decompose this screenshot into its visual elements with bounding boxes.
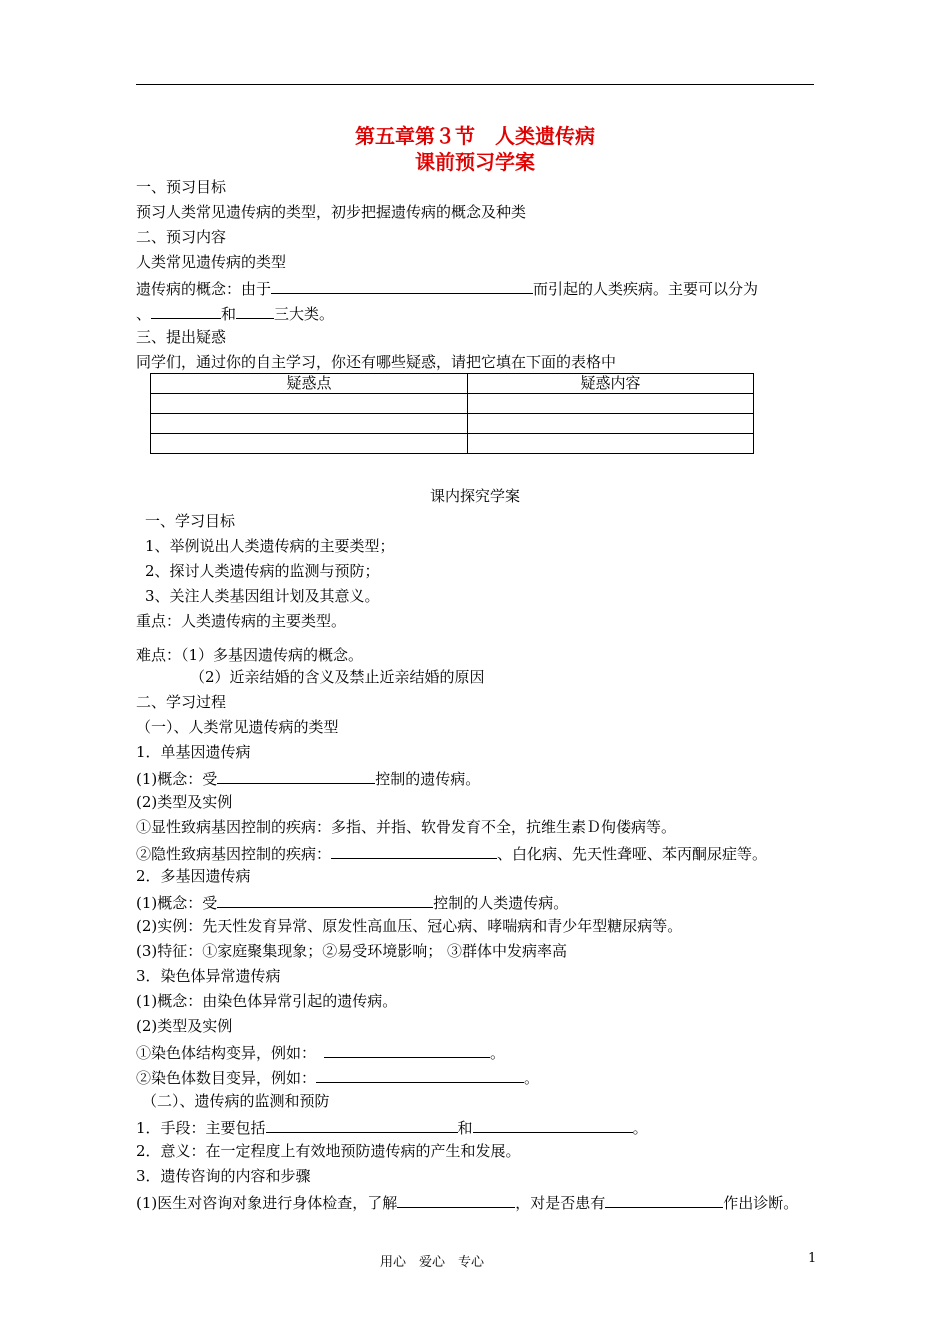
counsel1-mid: ，对是否患有	[515, 1194, 606, 1212]
chrom-num-line	[136, 1066, 539, 1088]
table-row	[151, 434, 754, 454]
header-rule	[136, 84, 814, 85]
difficulty-1: 难点：（1）多基因遗传病的概念。	[136, 646, 364, 664]
doubts-intro: 同学们，通过你的自主学习，你还有哪些疑惑，请把它填在下面的表格中	[136, 353, 617, 371]
single-concept-post: 控制的遗传病。	[375, 770, 481, 788]
table-cell[interactable]	[151, 414, 468, 434]
chrom-struct-line	[136, 1041, 505, 1063]
concept-post: 而引起的人类疾病。主要可以分为	[533, 280, 759, 298]
meaning-line: 2．意义：在一定程度上有效地预防遗传病的产生和发展。	[136, 1142, 521, 1160]
multi-gene-heading: 2．多基因遗传病	[136, 867, 251, 885]
page-number: 1	[808, 1251, 817, 1266]
classes-pre: 、	[136, 305, 152, 323]
preview-goal-text: 预习人类常见遗传病的类型，初步把握遗传病的概念及种类	[136, 203, 527, 221]
single-gene-heading: 1．单基因遗传病	[136, 743, 251, 761]
heading-preview-goal: 一、预习目标	[136, 178, 227, 196]
doubts-table	[150, 373, 754, 454]
recessive-pre: ②隐性致病基因控制的疾病：	[136, 845, 332, 863]
concept-line	[136, 277, 758, 299]
means-blank-2[interactable]	[473, 1116, 633, 1133]
recessive-line	[136, 842, 767, 864]
classes-line	[136, 302, 334, 324]
classes-post: 三大类。	[274, 305, 335, 323]
single-concept-blank[interactable]	[217, 767, 375, 784]
section-1-heading: （一）、人类常见遗传病的类型	[136, 718, 339, 736]
table-cell[interactable]	[151, 394, 468, 414]
multi-concept-post: 控制的人类遗传病。	[433, 894, 569, 912]
goal-item: 3、关注人类基因组计划及其意义。	[145, 587, 380, 605]
counsel1-blank-2[interactable]	[605, 1191, 723, 1208]
inclass-title: 课内探究学案	[429, 487, 520, 505]
means-line	[136, 1116, 648, 1138]
single-concept-line	[136, 767, 480, 789]
counsel-heading: 3．遗传咨询的内容和步骤	[136, 1167, 311, 1185]
table-row	[151, 414, 754, 434]
table-header-point: 疑惑点	[151, 374, 468, 394]
difficulty-2: （2）近亲结婚的含义及禁止近亲结婚的原因	[190, 668, 485, 686]
chrom-concept: (1)概念：由染色体异常引起的遗传病。	[136, 992, 398, 1010]
counsel1-blank-1[interactable]	[397, 1191, 515, 1208]
doc-subtitle: 课前预习学案	[415, 150, 535, 174]
multi-concept-blank[interactable]	[217, 891, 433, 908]
means-and: 和	[457, 1119, 473, 1137]
chrom-num-blank[interactable]	[316, 1066, 524, 1083]
key-point: 重点：人类遗传病的主要类型。	[136, 612, 347, 630]
concept-blank[interactable]	[271, 277, 533, 294]
means-post: 。	[632, 1119, 648, 1137]
heading-learning-goals: 一、学习目标	[145, 512, 236, 530]
class-blank-1[interactable]	[151, 302, 221, 319]
recessive-blank[interactable]	[331, 842, 497, 859]
table-header-content: 疑惑内容	[468, 374, 754, 394]
footer-text: 用心 爱心 专心	[380, 1255, 485, 1270]
table-cell[interactable]	[468, 414, 754, 434]
preview-subheading: 人类常见遗传病的类型	[136, 253, 287, 271]
chrom-num-pre: ②染色体数目变异，例如：	[136, 1069, 317, 1087]
doc-title: 第五章第３节 人类遗传病	[355, 124, 595, 148]
classes-and: 和	[221, 305, 237, 323]
recessive-post: 、白化病、先天性聋哑、苯丙酮尿症等。	[497, 845, 768, 863]
multi-concept-line	[136, 891, 568, 913]
heading-doubts: 三、提出疑惑	[136, 328, 227, 346]
concept-pre: 遗传病的概念：由于	[136, 280, 272, 298]
heading-preview-content: 二、预习内容	[136, 228, 227, 246]
chrom-num-post: 。	[524, 1069, 540, 1087]
chrom-struct-pre: ①染色体结构变异，例如：	[136, 1044, 317, 1062]
counsel1-post: 作出诊断。	[723, 1194, 799, 1212]
dominant-line: ①显性致病基因控制的疾病：多指、并指、软骨发育不全，抗维生素Ｄ佝偻病等。	[136, 818, 677, 836]
table-cell[interactable]	[468, 434, 754, 454]
section-2-heading: （二）、遗传病的监测和预防	[142, 1092, 330, 1110]
multi-feature: (3)特征：①家庭聚集现象；②易受环境影响； ③群体中发病率高	[136, 942, 568, 960]
table-header-row	[151, 374, 754, 394]
goal-item: 1、举例说出人类遗传病的主要类型；	[145, 537, 395, 555]
single-concept-pre: (1)概念：受	[136, 770, 218, 788]
table-cell[interactable]	[151, 434, 468, 454]
means-pre: 1．手段：主要包括	[136, 1119, 266, 1137]
class-blank-2[interactable]	[236, 302, 274, 319]
counsel1-pre: (1)医生对咨询对象进行身体检查，了解	[136, 1194, 398, 1212]
heading-learning-process: 二、学习过程	[136, 693, 227, 711]
chrom-struct-post: 。	[490, 1044, 506, 1062]
table-row	[151, 394, 754, 414]
single-types: (2)类型及实例	[136, 793, 233, 811]
chrom-struct-blank[interactable]	[324, 1041, 490, 1058]
goal-item: 2、探讨人类遗传病的监测与预防；	[145, 562, 380, 580]
multi-concept-pre: (1)概念：受	[136, 894, 218, 912]
counsel-step-1	[136, 1191, 798, 1213]
means-blank-1[interactable]	[266, 1116, 458, 1133]
table-cell[interactable]	[468, 394, 754, 414]
chrom-heading: 3．染色体异常遗传病	[136, 967, 281, 985]
multi-example: (2)实例：先天性发育异常、原发性高血压、冠心病、哮喘病和青少年型糖尿病等。	[136, 917, 683, 935]
chrom-types: (2)类型及实例	[136, 1017, 233, 1035]
